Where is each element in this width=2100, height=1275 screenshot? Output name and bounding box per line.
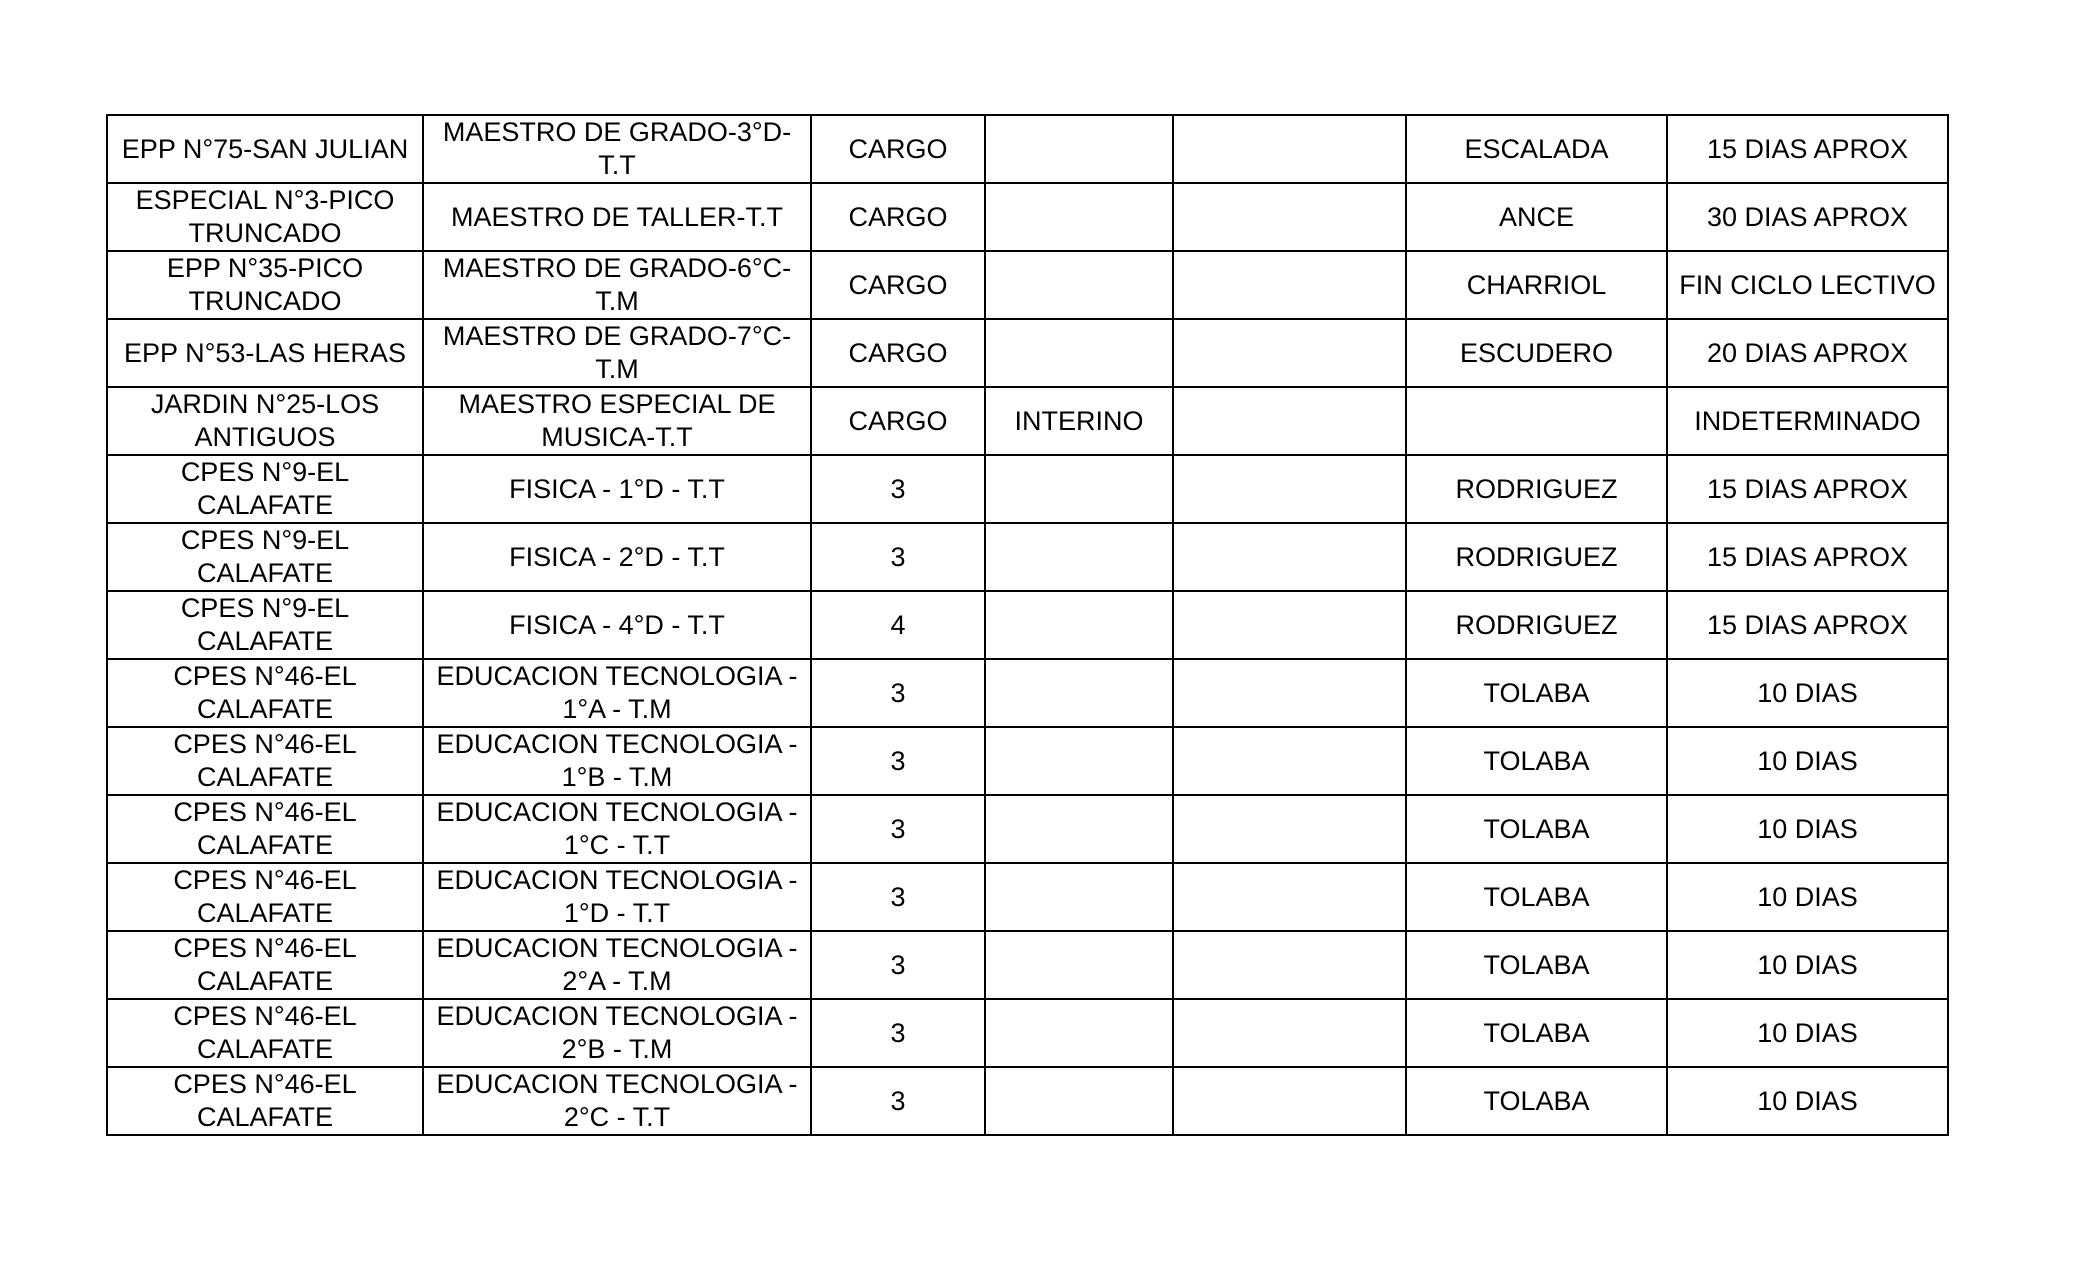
surname-cell: RODRIGUEZ [1406, 523, 1667, 591]
surname-cell: TOLABA [1406, 999, 1667, 1067]
duration-cell: 10 DIAS [1667, 659, 1948, 727]
type-cell: 3 [811, 999, 985, 1067]
duration-cell: 10 DIAS [1667, 931, 1948, 999]
position-cell: EDUCACION TECNOLOGIA - 1°A - T.M [423, 659, 811, 727]
duration-cell: 10 DIAS [1667, 795, 1948, 863]
duration-cell: FIN CICLO LECTIVO [1667, 251, 1948, 319]
extra-cell [1173, 251, 1406, 319]
duration-cell: 15 DIAS APROX [1667, 455, 1948, 523]
extra-cell [1173, 455, 1406, 523]
surname-cell: TOLABA [1406, 795, 1667, 863]
extra-cell [1173, 319, 1406, 387]
table-row [107, 455, 1948, 523]
table-row [107, 251, 1948, 319]
school-cell: CPES N°46-EL CALAFATE [107, 1067, 423, 1135]
status-cell [985, 659, 1173, 727]
extra-cell [1173, 591, 1406, 659]
status-cell [985, 931, 1173, 999]
type-cell: CARGO [811, 115, 985, 183]
status-cell [985, 251, 1173, 319]
school-cell: CPES N°46-EL CALAFATE [107, 727, 423, 795]
duration-cell: 10 DIAS [1667, 1067, 1948, 1135]
status-cell [985, 455, 1173, 523]
position-cell: FISICA - 4°D - T.T [423, 591, 811, 659]
status-cell [985, 795, 1173, 863]
type-cell: 3 [811, 727, 985, 795]
extra-cell [1173, 931, 1406, 999]
type-cell: CARGO [811, 183, 985, 251]
duration-cell: 10 DIAS [1667, 727, 1948, 795]
status-cell [985, 319, 1173, 387]
position-cell: EDUCACION TECNOLOGIA - 2°C - T.T [423, 1067, 811, 1135]
surname-cell: RODRIGUEZ [1406, 455, 1667, 523]
surname-cell: TOLABA [1406, 931, 1667, 999]
type-cell: 3 [811, 523, 985, 591]
table-row [107, 795, 1948, 863]
position-cell: MAESTRO DE GRADO-6°C-T.M [423, 251, 811, 319]
school-cell: CPES N°46-EL CALAFATE [107, 863, 423, 931]
position-cell: MAESTRO DE GRADO-7°C-T.M [423, 319, 811, 387]
school-cell: CPES N°46-EL CALAFATE [107, 999, 423, 1067]
table-row [107, 523, 1948, 591]
table-row [107, 863, 1948, 931]
table-row [107, 319, 1948, 387]
extra-cell [1173, 1067, 1406, 1135]
school-cell: EPP N°53-LAS HERAS [107, 319, 423, 387]
extra-cell [1173, 863, 1406, 931]
table-row [107, 387, 1948, 455]
table-row [107, 1067, 1948, 1135]
extra-cell [1173, 183, 1406, 251]
surname-cell: RODRIGUEZ [1406, 591, 1667, 659]
type-cell: 3 [811, 1067, 985, 1135]
surname-cell: ANCE [1406, 183, 1667, 251]
duration-cell: 30 DIAS APROX [1667, 183, 1948, 251]
school-cell: CPES N°9-EL CALAFATE [107, 455, 423, 523]
surname-cell: CHARRIOL [1406, 251, 1667, 319]
surname-cell: TOLABA [1406, 727, 1667, 795]
extra-cell [1173, 523, 1406, 591]
status-cell [985, 863, 1173, 931]
school-cell: CPES N°9-EL CALAFATE [107, 591, 423, 659]
table-row [107, 999, 1948, 1067]
school-cell: JARDIN N°25-LOS ANTIGUOS [107, 387, 423, 455]
status-cell [985, 183, 1173, 251]
position-cell: EDUCACION TECNOLOGIA - 1°C - T.T [423, 795, 811, 863]
type-cell: 3 [811, 455, 985, 523]
status-cell [985, 1067, 1173, 1135]
school-cell: CPES N°46-EL CALAFATE [107, 795, 423, 863]
status-cell [985, 115, 1173, 183]
position-cell: MAESTRO ESPECIAL DE MUSICA-T.T [423, 387, 811, 455]
type-cell: 3 [811, 795, 985, 863]
duration-cell: 20 DIAS APROX [1667, 319, 1948, 387]
surname-cell [1406, 387, 1667, 455]
table-body [107, 115, 1948, 1135]
extra-cell [1173, 999, 1406, 1067]
extra-cell [1173, 115, 1406, 183]
position-cell: FISICA - 1°D - T.T [423, 455, 811, 523]
table-row [107, 183, 1948, 251]
table-row [107, 591, 1948, 659]
position-cell: EDUCACION TECNOLOGIA - 2°A - T.M [423, 931, 811, 999]
position-cell: FISICA - 2°D - T.T [423, 523, 811, 591]
type-cell: 3 [811, 863, 985, 931]
table-row [107, 659, 1948, 727]
surname-cell: TOLABA [1406, 863, 1667, 931]
type-cell: CARGO [811, 319, 985, 387]
table-row [107, 931, 1948, 999]
type-cell: 4 [811, 591, 985, 659]
type-cell: 3 [811, 931, 985, 999]
surname-cell: ESCUDERO [1406, 319, 1667, 387]
status-cell [985, 591, 1173, 659]
type-cell: 3 [811, 659, 985, 727]
surname-cell: TOLABA [1406, 1067, 1667, 1135]
school-cell: CPES N°46-EL CALAFATE [107, 659, 423, 727]
extra-cell [1173, 795, 1406, 863]
surname-cell: ESCALADA [1406, 115, 1667, 183]
table-row [107, 115, 1948, 183]
school-cell: CPES N°9-EL CALAFATE [107, 523, 423, 591]
extra-cell [1173, 727, 1406, 795]
school-cell: ESPECIAL N°3-PICO TRUNCADO [107, 183, 423, 251]
duration-cell: 15 DIAS APROX [1667, 591, 1948, 659]
duration-cell: INDETERMINADO [1667, 387, 1948, 455]
extra-cell [1173, 387, 1406, 455]
type-cell: CARGO [811, 251, 985, 319]
vacancies-table [106, 114, 1949, 1136]
status-cell [985, 727, 1173, 795]
status-cell [985, 523, 1173, 591]
position-cell: EDUCACION TECNOLOGIA - 2°B - T.M [423, 999, 811, 1067]
type-cell: CARGO [811, 387, 985, 455]
table-row [107, 727, 1948, 795]
status-cell: INTERINO [985, 387, 1173, 455]
duration-cell: 15 DIAS APROX [1667, 523, 1948, 591]
position-cell: MAESTRO DE GRADO-3°D-T.T [423, 115, 811, 183]
duration-cell: 10 DIAS [1667, 863, 1948, 931]
position-cell: EDUCACION TECNOLOGIA - 1°B - T.M [423, 727, 811, 795]
school-cell: CPES N°46-EL CALAFATE [107, 931, 423, 999]
school-cell: EPP N°75-SAN JULIAN [107, 115, 423, 183]
duration-cell: 10 DIAS [1667, 999, 1948, 1067]
extra-cell [1173, 659, 1406, 727]
school-cell: EPP N°35-PICO TRUNCADO [107, 251, 423, 319]
status-cell [985, 999, 1173, 1067]
position-cell: MAESTRO DE TALLER-T.T [423, 183, 811, 251]
duration-cell: 15 DIAS APROX [1667, 115, 1948, 183]
position-cell: EDUCACION TECNOLOGIA - 1°D - T.T [423, 863, 811, 931]
surname-cell: TOLABA [1406, 659, 1667, 727]
